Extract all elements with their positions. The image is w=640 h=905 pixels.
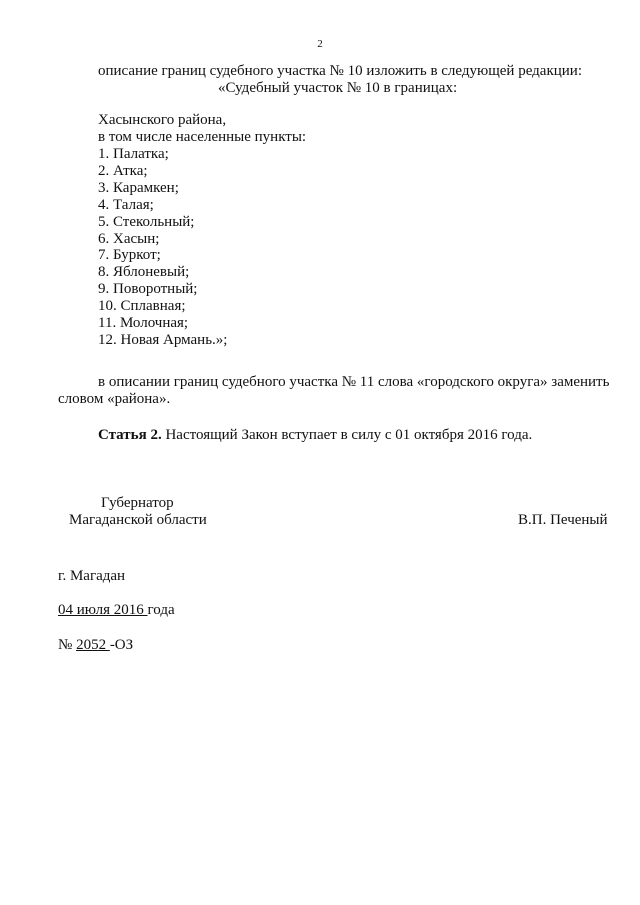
date-suffix: года bbox=[147, 602, 175, 618]
law-number-prefix: № bbox=[58, 637, 77, 653]
article-label: Статья 2. bbox=[98, 427, 162, 443]
settlement-list bbox=[98, 146, 227, 349]
signature-name: В.П. Печеный bbox=[518, 512, 608, 528]
law-number-value: 2052 bbox=[76, 637, 110, 653]
list-item: 9. Поворотный; bbox=[98, 281, 198, 298]
list-item: 3. Карамкен; bbox=[98, 179, 179, 196]
list-item: 5. Стекольный; bbox=[98, 213, 195, 230]
section-intro-line-1: описание границ судебного участка № 10 изложить в следующей редакции: bbox=[98, 63, 582, 79]
list-item: 1. Палатка; bbox=[98, 146, 169, 162]
date bbox=[58, 601, 175, 619]
list-item: 8. Яблоневый; bbox=[98, 264, 190, 281]
law-number bbox=[58, 636, 133, 654]
section-intro-line-2: «Судебный участок № 10 в границах: bbox=[218, 80, 458, 96]
city: г. Магадан bbox=[58, 568, 126, 584]
article-text: Настоящий Закон вступает в силу с 01 октября 2016 года. bbox=[161, 427, 533, 443]
law-number-suffix: -ОЗ bbox=[109, 637, 134, 653]
list-item: 6. Хасын; bbox=[98, 230, 160, 247]
list-item: 7. Буркот; bbox=[98, 247, 161, 264]
article-2 bbox=[98, 426, 532, 444]
date-value: 04 июля 2016 bbox=[58, 602, 148, 618]
list-item: 2. Атка; bbox=[98, 162, 148, 179]
district-line-2: в том числе населенные пункты: bbox=[98, 129, 307, 145]
signature-title-line-1: Губернатор bbox=[101, 495, 174, 511]
amendment-line-2: словом «района». bbox=[58, 391, 171, 407]
signature-title-line-2: Магаданской области bbox=[69, 512, 207, 528]
list-item: 4. Талая; bbox=[98, 196, 154, 213]
amendment-line-1: в описании границ судебного участка № 11 слова «городского округа» заменить bbox=[98, 374, 610, 390]
list-item: 10. Сплавная; bbox=[98, 298, 186, 315]
district-line-1: Хасынского района, bbox=[98, 112, 227, 128]
list-item: 12. Новая Армань.»; bbox=[98, 331, 228, 348]
page-number: 2 bbox=[317, 38, 323, 50]
list-item: 11. Молочная; bbox=[98, 315, 189, 332]
